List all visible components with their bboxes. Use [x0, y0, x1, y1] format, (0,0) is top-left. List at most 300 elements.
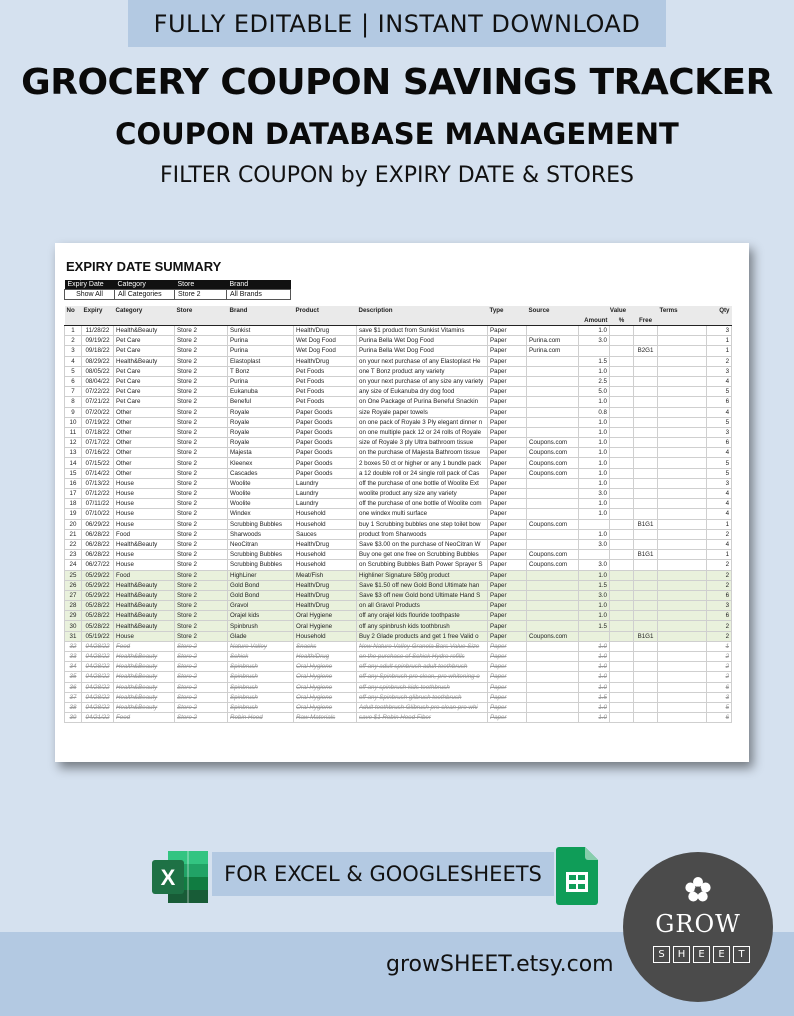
table-cell[interactable]: Health&Beauty [114, 652, 175, 662]
table-cell[interactable] [610, 590, 634, 600]
table-cell[interactable] [634, 356, 658, 366]
table-cell[interactable]: 4 [707, 499, 732, 509]
table-cell[interactable]: 0.8 [579, 407, 610, 417]
table-cell[interactable] [658, 438, 707, 448]
table-cell[interactable]: a 12 double roll or 24 single roll pack of Cas [357, 468, 488, 478]
table-cell[interactable]: Store 2 [175, 417, 228, 427]
table-cell[interactable]: Paper [488, 570, 527, 580]
table-cell[interactable]: Store 2 [175, 387, 228, 397]
table-cell[interactable]: Snacks [294, 641, 357, 651]
table-cell[interactable] [634, 407, 658, 417]
table-cell[interactable]: Paper [488, 539, 527, 549]
table-cell[interactable]: 33 [65, 652, 82, 662]
table-cell[interactable]: 3.0 [579, 539, 610, 549]
table-cell[interactable]: 14 [65, 458, 82, 468]
table-cell[interactable]: Store 2 [175, 611, 228, 621]
table-cell[interactable]: Eukanuba [228, 387, 294, 397]
table-row[interactable] [65, 427, 732, 437]
table-cell[interactable]: Store 2 [175, 672, 228, 682]
table-row[interactable] [65, 407, 732, 417]
table-cell[interactable] [610, 529, 634, 539]
table-row[interactable] [65, 489, 732, 499]
table-cell[interactable]: on the purchase of Schick Hydro refills [357, 652, 488, 662]
table-cell[interactable]: Cascades [228, 468, 294, 478]
table-cell[interactable]: Save $1.50 off new Gold Bond Ultimate han [357, 580, 488, 590]
table-cell[interactable]: one T Bonz product any variety [357, 366, 488, 376]
table-cell[interactable] [658, 601, 707, 611]
table-cell[interactable] [527, 570, 579, 580]
table-cell[interactable]: 1 [707, 641, 732, 651]
table-cell[interactable]: Paper [488, 641, 527, 651]
table-cell[interactable]: Other [114, 458, 175, 468]
table-cell[interactable] [527, 601, 579, 611]
table-cell[interactable]: 2 [707, 662, 732, 672]
table-row[interactable] [65, 458, 732, 468]
table-cell[interactable]: Food [114, 713, 175, 723]
table-cell[interactable]: Store 2 [175, 448, 228, 458]
table-cell[interactable]: Paper [488, 529, 527, 539]
table-cell[interactable]: 04/28/22 [82, 652, 114, 662]
table-cell[interactable]: 1.0 [579, 499, 610, 509]
table-cell[interactable]: 2 [65, 336, 82, 346]
table-cell[interactable]: Paper [488, 590, 527, 600]
table-cell[interactable]: 3 [707, 427, 732, 437]
table-row[interactable] [65, 621, 732, 631]
category-filter[interactable]: All Categories [115, 290, 175, 300]
table-cell[interactable] [634, 366, 658, 376]
table-cell[interactable] [634, 611, 658, 621]
table-cell[interactable]: Buy one get one free on Scrubbing Bubbles [357, 550, 488, 560]
table-cell[interactable]: Store 2 [175, 478, 228, 488]
table-cell[interactable] [634, 662, 658, 672]
table-cell[interactable] [610, 326, 634, 336]
table-cell[interactable]: Store 2 [175, 662, 228, 672]
table-cell[interactable]: Other [114, 407, 175, 417]
table-cell[interactable]: 5 [707, 468, 732, 478]
table-cell[interactable]: 36 [65, 682, 82, 692]
table-cell[interactable]: Store 2 [175, 550, 228, 560]
table-cell[interactable] [527, 499, 579, 509]
shop-url[interactable]: growSHEET.etsy.com [386, 952, 614, 977]
table-cell[interactable]: Store 2 [175, 489, 228, 499]
table-cell[interactable]: Food [114, 529, 175, 539]
table-cell[interactable] [658, 713, 707, 723]
column-header[interactable]: Store [175, 306, 228, 316]
table-cell[interactable]: 18 [65, 499, 82, 509]
table-cell[interactable] [527, 682, 579, 692]
table-cell[interactable] [658, 458, 707, 468]
table-cell[interactable] [658, 590, 707, 600]
table-cell[interactable]: Store 2 [175, 407, 228, 417]
table-cell[interactable]: House [114, 478, 175, 488]
table-cell[interactable] [658, 611, 707, 621]
table-cell[interactable] [610, 346, 634, 356]
table-cell[interactable]: Spinbrush [228, 662, 294, 672]
table-cell[interactable]: Spinbrush [228, 621, 294, 631]
table-row[interactable] [65, 550, 732, 560]
table-cell[interactable]: product from Sharwoods [357, 529, 488, 539]
table-cell[interactable]: 4 [65, 356, 82, 366]
table-cell[interactable]: 12 [65, 438, 82, 448]
table-cell[interactable]: Beneful [228, 397, 294, 407]
table-cell[interactable]: Food [114, 641, 175, 651]
column-header[interactable]: Terms [658, 306, 707, 316]
table-cell[interactable]: Buy 2 Glade products and get 1 free Valid o [357, 631, 488, 641]
table-cell[interactable] [634, 641, 658, 651]
table-cell[interactable]: Meat/Fish [294, 570, 357, 580]
table-cell[interactable]: 1.5 [579, 692, 610, 702]
column-subheader[interactable]: Free [634, 316, 658, 326]
table-row[interactable] [65, 448, 732, 458]
table-cell[interactable]: 3.0 [579, 336, 610, 346]
column-subheader[interactable]: Amount [579, 316, 610, 326]
table-cell[interactable] [634, 570, 658, 580]
table-row[interactable] [65, 529, 732, 539]
column-header[interactable]: Product [294, 306, 357, 316]
table-cell[interactable]: 17 [65, 489, 82, 499]
table-cell[interactable]: on the purchase of Majesta Bathroom tissue [357, 448, 488, 458]
table-cell[interactable]: Windex [228, 509, 294, 519]
table-cell[interactable]: 1.0 [579, 672, 610, 682]
table-cell[interactable] [658, 417, 707, 427]
table-cell[interactable] [634, 458, 658, 468]
table-cell[interactable]: Store 2 [175, 499, 228, 509]
column-header[interactable]: Qty [707, 306, 732, 316]
table-cell[interactable] [634, 468, 658, 478]
table-cell[interactable]: Laundry [294, 478, 357, 488]
table-cell[interactable]: Scrubbing Bubbles [228, 560, 294, 570]
table-cell[interactable]: B1G1 [634, 550, 658, 560]
table-cell[interactable]: Paper [488, 336, 527, 346]
table-cell[interactable] [658, 489, 707, 499]
table-cell[interactable] [658, 631, 707, 641]
table-cell[interactable]: 07/18/22 [82, 427, 114, 437]
table-cell[interactable]: Gravol [228, 601, 294, 611]
table-cell[interactable]: 20 [65, 519, 82, 529]
table-cell[interactable]: Paper [488, 417, 527, 427]
table-cell[interactable]: B1G1 [634, 519, 658, 529]
table-cell[interactable] [610, 641, 634, 651]
table-cell[interactable]: on one pack of Royale 3 Ply elegant dinner n [357, 417, 488, 427]
table-cell[interactable] [610, 580, 634, 590]
table-cell[interactable] [610, 336, 634, 346]
table-cell[interactable] [527, 366, 579, 376]
table-cell[interactable] [527, 489, 579, 499]
table-cell[interactable]: 4 [707, 509, 732, 519]
table-cell[interactable]: B1G1 [634, 631, 658, 641]
table-cell[interactable]: Paper [488, 662, 527, 672]
table-cell[interactable]: 24 [65, 560, 82, 570]
table-cell[interactable]: 07/10/22 [82, 509, 114, 519]
column-header[interactable]: Expiry [82, 306, 114, 316]
table-cell[interactable]: 37 [65, 692, 82, 702]
table-cell[interactable]: 06/27/22 [82, 560, 114, 570]
table-cell[interactable]: 2 [707, 560, 732, 570]
table-cell[interactable]: 1.0 [579, 570, 610, 580]
table-cell[interactable]: 2 [707, 356, 732, 366]
table-cell[interactable] [658, 407, 707, 417]
table-cell[interactable] [634, 682, 658, 692]
table-cell[interactable]: on all Gravol Products [357, 601, 488, 611]
table-cell[interactable] [658, 366, 707, 376]
table-cell[interactable]: Health&Beauty [114, 590, 175, 600]
table-cell[interactable] [527, 509, 579, 519]
table-cell[interactable] [527, 478, 579, 488]
table-cell[interactable]: 1.5 [579, 580, 610, 590]
table-cell[interactable]: 4 [707, 448, 732, 458]
table-cell[interactable]: House [114, 509, 175, 519]
table-row[interactable] [65, 387, 732, 397]
table-cell[interactable]: 6 [707, 611, 732, 621]
column-header[interactable]: Value [579, 306, 658, 316]
table-cell[interactable] [634, 397, 658, 407]
table-cell[interactable] [634, 376, 658, 386]
table-cell[interactable]: 06/29/22 [82, 519, 114, 529]
table-cell[interactable]: Pet Care [114, 376, 175, 386]
table-cell[interactable]: Coupons.com [527, 448, 579, 458]
table-cell[interactable]: save $1 Robin Hood Fiber [357, 713, 488, 723]
table-cell[interactable]: T Bonz [228, 366, 294, 376]
table-cell[interactable] [527, 611, 579, 621]
table-cell[interactable] [658, 427, 707, 437]
table-cell[interactable]: 6 [707, 397, 732, 407]
table-cell[interactable]: Store 2 [175, 539, 228, 549]
table-cell[interactable]: 5 [707, 702, 732, 712]
table-cell[interactable]: 5.0 [579, 387, 610, 397]
table-cell[interactable]: Paper Goods [294, 448, 357, 458]
table-cell[interactable] [634, 702, 658, 712]
table-cell[interactable]: Paper [488, 458, 527, 468]
table-cell[interactable]: 6 [707, 590, 732, 600]
table-cell[interactable]: Pet Care [114, 336, 175, 346]
table-cell[interactable]: Royale [228, 427, 294, 437]
table-cell[interactable]: Paper Goods [294, 417, 357, 427]
table-row[interactable] [65, 702, 732, 712]
table-cell[interactable] [527, 376, 579, 386]
column-header[interactable]: Brand [228, 306, 294, 316]
table-cell[interactable]: Gold Bond [228, 580, 294, 590]
table-cell[interactable]: Paper [488, 702, 527, 712]
table-cell[interactable]: Household [294, 560, 357, 570]
table-cell[interactable] [610, 366, 634, 376]
table-cell[interactable]: Store 2 [175, 621, 228, 631]
table-cell[interactable]: 2 [707, 652, 732, 662]
table-cell[interactable]: Paper [488, 387, 527, 397]
table-cell[interactable]: Paper [488, 448, 527, 458]
table-cell[interactable]: Royale [228, 417, 294, 427]
table-row[interactable] [65, 397, 732, 407]
table-row[interactable] [65, 652, 732, 662]
table-cell[interactable]: 1.0 [579, 641, 610, 651]
table-cell[interactable]: Pet Foods [294, 376, 357, 386]
table-cell[interactable]: 3 [707, 366, 732, 376]
table-cell[interactable]: 11 [65, 427, 82, 437]
table-cell[interactable]: Elastoplast [228, 356, 294, 366]
table-cell[interactable]: Health&Beauty [114, 601, 175, 611]
table-cell[interactable]: Health&Beauty [114, 662, 175, 672]
table-cell[interactable]: Store 2 [175, 529, 228, 539]
table-cell[interactable] [658, 499, 707, 509]
table-cell[interactable] [610, 611, 634, 621]
table-cell[interactable]: 3 [707, 326, 732, 336]
table-cell[interactable]: Paper [488, 468, 527, 478]
table-cell[interactable]: House [114, 631, 175, 641]
table-cell[interactable]: Purina [228, 376, 294, 386]
table-cell[interactable]: Health&Beauty [114, 621, 175, 631]
table-cell[interactable]: Paper Goods [294, 427, 357, 437]
table-cell[interactable] [658, 672, 707, 682]
table-cell[interactable]: Purina Bella Wet Dog Food [357, 336, 488, 346]
table-cell[interactable]: any size of Eukanuba dry dog food [357, 387, 488, 397]
table-cell[interactable]: Paper [488, 550, 527, 560]
table-cell[interactable] [610, 519, 634, 529]
table-cell[interactable]: size Royale paper towels [357, 407, 488, 417]
table-cell[interactable]: Wet Dog Food [294, 346, 357, 356]
table-cell[interactable] [634, 672, 658, 682]
table-cell[interactable] [527, 692, 579, 702]
table-cell[interactable]: 1.0 [579, 397, 610, 407]
table-cell[interactable] [634, 326, 658, 336]
table-cell[interactable]: Purina Bella Wet Dog Food [357, 346, 488, 356]
table-cell[interactable] [634, 448, 658, 458]
table-cell[interactable]: Coupons.com [527, 519, 579, 529]
table-cell[interactable] [658, 560, 707, 570]
table-cell[interactable]: Health&Beauty [114, 692, 175, 702]
table-cell[interactable]: 07/21/22 [82, 397, 114, 407]
table-cell[interactable]: Scrubbing Bubbles [228, 550, 294, 560]
table-cell[interactable]: off any spinbrush kids toothbrush [357, 621, 488, 631]
table-cell[interactable] [610, 468, 634, 478]
table-cell[interactable] [527, 662, 579, 672]
table-row[interactable] [65, 326, 732, 336]
table-cell[interactable]: 13 [65, 448, 82, 458]
table-cell[interactable]: 32 [65, 641, 82, 651]
table-cell[interactable] [527, 326, 579, 336]
table-cell[interactable] [658, 662, 707, 672]
table-cell[interactable]: House [114, 560, 175, 570]
table-cell[interactable]: 05/28/22 [82, 621, 114, 631]
table-row[interactable] [65, 631, 732, 641]
table-cell[interactable] [527, 529, 579, 539]
table-cell[interactable]: Oral Hygiene [294, 682, 357, 692]
table-cell[interactable]: 28 [65, 601, 82, 611]
table-row[interactable] [65, 499, 732, 509]
table-cell[interactable]: Royale [228, 438, 294, 448]
table-cell[interactable]: 2 [707, 672, 732, 682]
table-cell[interactable]: Paper [488, 631, 527, 641]
table-cell[interactable]: Oral Hygiene [294, 611, 357, 621]
table-cell[interactable] [610, 407, 634, 417]
table-cell[interactable] [634, 601, 658, 611]
table-cell[interactable] [527, 417, 579, 427]
table-cell[interactable]: 1.0 [579, 478, 610, 488]
table-cell[interactable]: 34 [65, 662, 82, 672]
table-cell[interactable] [634, 652, 658, 662]
table-cell[interactable] [579, 346, 610, 356]
table-cell[interactable]: Paper Goods [294, 468, 357, 478]
table-row[interactable] [65, 376, 732, 386]
column-header[interactable]: Type [488, 306, 527, 316]
table-row[interactable] [65, 539, 732, 549]
table-cell[interactable]: Other [114, 438, 175, 448]
table-row[interactable] [65, 580, 732, 590]
table-cell[interactable] [658, 529, 707, 539]
table-cell[interactable]: 1.0 [579, 326, 610, 336]
table-cell[interactable]: 3 [65, 346, 82, 356]
table-cell[interactable]: Robin Hood [228, 713, 294, 723]
table-cell[interactable]: 2 boxes 50 ct or higher or any 1 bundle pack [357, 458, 488, 468]
table-cell[interactable]: 5 [707, 417, 732, 427]
table-row[interactable] [65, 662, 732, 672]
table-cell[interactable] [527, 641, 579, 651]
table-cell[interactable]: 1 [707, 550, 732, 560]
table-cell[interactable] [610, 560, 634, 570]
table-cell[interactable] [658, 509, 707, 519]
table-cell[interactable] [658, 478, 707, 488]
table-cell[interactable]: 3 [707, 692, 732, 702]
table-cell[interactable]: 1 [65, 326, 82, 336]
table-cell[interactable]: House [114, 489, 175, 499]
table-row[interactable] [65, 570, 732, 580]
table-cell[interactable]: Sharwoods [228, 529, 294, 539]
table-cell[interactable] [658, 702, 707, 712]
table-cell[interactable]: Paper [488, 713, 527, 723]
table-cell[interactable]: Paper [488, 346, 527, 356]
table-cell[interactable]: 05/28/22 [82, 611, 114, 621]
table-row[interactable] [65, 509, 732, 519]
table-cell[interactable]: Woolite [228, 489, 294, 499]
table-cell[interactable] [634, 427, 658, 437]
table-row[interactable] [65, 611, 732, 621]
table-cell[interactable]: Store 2 [175, 346, 228, 356]
table-cell[interactable] [610, 427, 634, 437]
table-cell[interactable] [527, 702, 579, 712]
table-cell[interactable] [610, 489, 634, 499]
table-cell[interactable]: on your next purchase of any size any variety [357, 376, 488, 386]
table-cell[interactable]: Paper [488, 478, 527, 488]
table-cell[interactable]: Schick [228, 652, 294, 662]
table-row[interactable] [65, 346, 732, 356]
table-cell[interactable]: on One Package of Purina Beneful Snackin [357, 397, 488, 407]
table-cell[interactable]: 07/17/22 [82, 438, 114, 448]
table-cell[interactable] [527, 427, 579, 437]
table-cell[interactable]: off the purchase of one bottle of Woolite com [357, 499, 488, 509]
table-cell[interactable] [658, 652, 707, 662]
table-cell[interactable]: 1.0 [579, 417, 610, 427]
table-cell[interactable] [634, 417, 658, 427]
table-cell[interactable] [658, 356, 707, 366]
table-cell[interactable]: Paper [488, 407, 527, 417]
table-cell[interactable] [610, 601, 634, 611]
table-cell[interactable]: Wet Dog Food [294, 336, 357, 346]
table-cell[interactable]: Coupons.com [527, 468, 579, 478]
table-cell[interactable] [634, 387, 658, 397]
table-cell[interactable]: Health&Beauty [114, 326, 175, 336]
table-cell[interactable]: Laundry [294, 499, 357, 509]
table-cell[interactable]: 3.0 [579, 590, 610, 600]
table-cell[interactable]: Oral Hygiene [294, 692, 357, 702]
table-cell[interactable]: 06/28/22 [82, 529, 114, 539]
table-cell[interactable]: Highliner Signature 580g product [357, 570, 488, 580]
table-cell[interactable] [527, 672, 579, 682]
table-cell[interactable]: Health&Beauty [114, 539, 175, 549]
table-cell[interactable]: 1 [707, 346, 732, 356]
table-cell[interactable]: 1.0 [579, 438, 610, 448]
table-cell[interactable]: Coupons.com [527, 438, 579, 448]
table-cell[interactable]: Store 2 [175, 641, 228, 651]
table-cell[interactable] [658, 468, 707, 478]
table-cell[interactable]: Health/Drug [294, 580, 357, 590]
